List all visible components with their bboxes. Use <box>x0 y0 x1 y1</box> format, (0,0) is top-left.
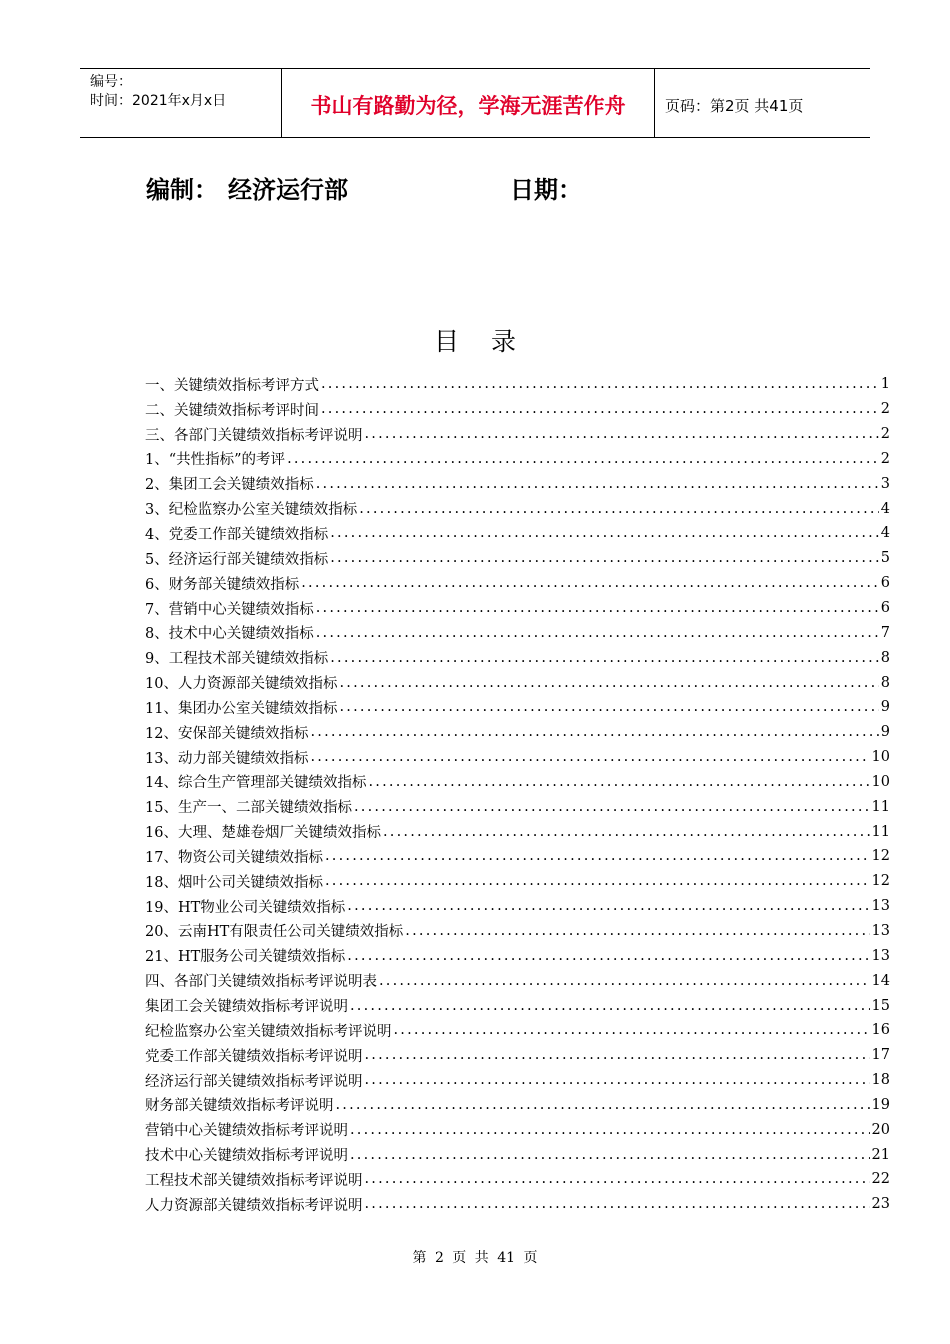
toc-entry-page: 19 <box>871 1096 890 1113</box>
toc-leader-dots <box>350 1122 870 1138</box>
toc-entry-page: 12 <box>871 848 890 865</box>
toc-entry[interactable] <box>145 372 890 397</box>
toc-entry-title: 10、人力资源部关键绩效指标 <box>145 676 338 693</box>
toc-leader-dots <box>347 898 869 914</box>
toc-entry-title: 5、经济运行部关键绩效指标 <box>145 551 329 568</box>
toc-entry-title: 15、生产一、二部关键绩效指标 <box>145 800 352 817</box>
toc-entry-page: 6 <box>880 575 890 592</box>
toc-entry-title: 14、综合生产管理部关键绩效指标 <box>145 775 367 792</box>
toc-leader-dots <box>310 724 878 740</box>
toc-entry[interactable] <box>145 869 890 894</box>
toc-leader-dots <box>301 575 879 591</box>
toc-leader-dots <box>365 1047 870 1063</box>
toc-entry-page: 16 <box>871 1022 890 1039</box>
toc-entry[interactable] <box>145 695 890 720</box>
toc-leader-dots <box>368 774 869 790</box>
toc-entry[interactable] <box>145 471 890 496</box>
toc-entry-page: 23 <box>871 1196 890 1213</box>
toc-entry-page: 20 <box>871 1121 890 1138</box>
toc-entry-page: 8 <box>880 649 890 666</box>
toc-entry[interactable] <box>145 447 890 472</box>
toc-entry-title: 人力资源部关键绩效指标考评说明 <box>145 1197 363 1214</box>
toc-leader-dots <box>354 799 870 815</box>
toc-entry-page: 11 <box>871 798 890 815</box>
toc-entry-page: 2 <box>880 401 890 418</box>
toc-entry[interactable] <box>145 943 890 968</box>
toc-entry[interactable] <box>145 521 890 546</box>
toc-title: 目录 <box>433 327 548 356</box>
toc-entry-page: 4 <box>880 500 890 517</box>
toc-entry[interactable] <box>145 1068 890 1093</box>
toc-entry[interactable] <box>145 894 890 919</box>
toc-entry-title: 7、营销中心关键绩效指标 <box>145 601 314 618</box>
toc-entry-page: 9 <box>880 724 890 741</box>
toc-entry-page: 12 <box>871 873 890 890</box>
compile-line <box>146 170 582 205</box>
toc-entry-title: 集团工会关键绩效指标考评说明 <box>145 999 348 1016</box>
toc-entry-title: 13、动力部关键绩效指标 <box>145 750 309 767</box>
toc-entry-title: 营销中心关键绩效指标考评说明 <box>145 1123 348 1140</box>
toc-leader-dots <box>350 998 870 1014</box>
toc-leader-dots <box>310 749 869 765</box>
toc-entry-title: 三、各部门关键绩效指标考评说明 <box>145 427 363 444</box>
toc-entry-page: 11 <box>871 823 890 840</box>
toc-entry-page: 13 <box>871 947 890 964</box>
toc-entry-title: 18、烟叶公司关键绩效指标 <box>145 874 323 891</box>
toc-entry[interactable] <box>145 968 890 993</box>
toc-entry-title: 21、HT服务公司关键绩效指标 <box>145 949 346 966</box>
toc-leader-dots <box>330 525 879 541</box>
toc-entry-title: 二、关键绩效指标考评时间 <box>145 402 319 419</box>
toc-entry-title: 19、HT物业公司关键绩效指标 <box>145 899 346 916</box>
toc-leader-dots <box>383 824 870 840</box>
toc-leader-dots <box>347 948 869 964</box>
toc-entry-title: 4、党委工作部关键绩效指标 <box>145 526 329 543</box>
toc-entry[interactable] <box>145 546 890 571</box>
toc-entry-page: 17 <box>871 1047 890 1064</box>
toc-entry-page: 8 <box>880 674 890 691</box>
toc-entry-page: 14 <box>871 972 890 989</box>
toc-leader-dots <box>365 426 879 442</box>
toc-entry-page: 6 <box>880 600 890 617</box>
toc-entry[interactable] <box>145 1092 890 1117</box>
toc-leader-dots <box>316 476 879 492</box>
toc-entry-page: 13 <box>871 898 890 915</box>
toc-entry-page: 1 <box>880 376 890 393</box>
toc-leader-dots <box>325 848 870 864</box>
compile-dept: 经济运行部 <box>228 176 348 204</box>
toc-leader-dots <box>321 401 879 417</box>
toc-entry-title: 经济运行部关键绩效指标考评说明 <box>145 1073 363 1090</box>
toc-entry[interactable] <box>145 397 890 422</box>
toc-entry-title: 2、集团工会关键绩效指标 <box>145 477 314 494</box>
toc-entry[interactable] <box>145 794 890 819</box>
toc-entry[interactable] <box>145 770 890 795</box>
toc-leader-dots <box>350 1147 870 1163</box>
header-meta <box>80 69 282 137</box>
toc-entry-title: 一、关键绩效指标考评方式 <box>145 377 319 394</box>
page-header <box>80 68 870 138</box>
toc-leader-dots <box>365 1072 870 1088</box>
toc-leader-dots <box>287 451 879 467</box>
toc-entry-page: 2 <box>880 426 890 443</box>
time-label: 时间：2021年x月x日 <box>90 93 227 109</box>
toc-entry-title: 党委工作部关键绩效指标考评说明 <box>145 1048 363 1065</box>
toc-entry[interactable] <box>145 919 890 944</box>
toc-leader-dots <box>339 675 878 691</box>
toc-entry-page: 5 <box>880 550 890 567</box>
toc-entry[interactable] <box>145 1018 890 1043</box>
toc-leader-dots <box>339 699 878 715</box>
toc-entry[interactable] <box>145 620 890 645</box>
toc-entry[interactable] <box>145 1117 890 1142</box>
toc-entry-title: 11、集团办公室关键绩效指标 <box>145 700 338 717</box>
header-page-info: 页码：第2页 共41页 <box>665 96 804 115</box>
toc-entry[interactable] <box>145 596 890 621</box>
toc-entry[interactable] <box>145 993 890 1018</box>
toc-entry-page: 9 <box>880 699 890 716</box>
toc-leader-dots <box>365 1171 870 1187</box>
toc-entry-page: 21 <box>871 1146 890 1163</box>
toc-entry[interactable] <box>145 819 890 844</box>
toc-leader-dots <box>365 1196 870 1212</box>
toc-leader-dots <box>394 1022 870 1038</box>
toc-entry-title: 纪检监察办公室关键绩效指标考评说明 <box>145 1023 392 1040</box>
toc-leader-dots <box>321 376 879 392</box>
date-label: 日期： <box>510 176 582 204</box>
toc-entry-page: 2 <box>880 450 890 467</box>
header-motto: 书山有路勤为径，学海无涯苦作舟 <box>282 69 655 137</box>
toc-leader-dots <box>316 625 879 641</box>
page-footer: 第 2 页 共 41 页 <box>412 1250 538 1266</box>
toc-entry-title: 工程技术部关键绩效指标考评说明 <box>145 1172 363 1189</box>
toc-entry-title: 17、物资公司关键绩效指标 <box>145 849 323 866</box>
toc-entry-title: 9、工程技术部关键绩效指标 <box>145 651 329 668</box>
toc-entry-page: 22 <box>871 1171 890 1188</box>
toc-entry[interactable] <box>145 1142 890 1167</box>
toc-entry[interactable] <box>145 1192 890 1217</box>
toc-leader-dots <box>405 923 869 939</box>
compile-label: 编制： <box>146 176 218 204</box>
toc-leader-dots <box>330 550 879 566</box>
toc-entry[interactable] <box>145 720 890 745</box>
toc-entry-page: 15 <box>871 997 890 1014</box>
toc-entry[interactable] <box>145 670 890 695</box>
toc-entry-title: 20、云南HT有限责任公司关键绩效指标 <box>145 924 404 941</box>
toc-entry-title: 财务部关键绩效指标考评说明 <box>145 1098 334 1115</box>
number-label: 编号： <box>90 74 132 90</box>
toc-entry-title: 16、大理、楚雄卷烟厂关键绩效指标 <box>145 825 381 842</box>
toc-leader-dots <box>325 873 870 889</box>
toc-entry-page: 18 <box>871 1072 890 1089</box>
toc-entry-title: 1、“共性指标”的考评 <box>145 452 286 469</box>
toc-entry-page: 13 <box>871 922 890 939</box>
toc-leader-dots <box>336 1097 870 1113</box>
toc-entry[interactable] <box>145 496 890 521</box>
toc-entry[interactable] <box>145 745 890 770</box>
toc-leader-dots <box>359 501 879 517</box>
toc-entry[interactable] <box>145 422 890 447</box>
toc-entry-page: 10 <box>871 749 890 766</box>
toc-entry[interactable] <box>145 645 890 670</box>
toc-entry-title: 技术中心关键绩效指标考评说明 <box>145 1148 348 1165</box>
toc-entry-title: 四、各部门关键绩效指标考评说明表 <box>145 974 377 991</box>
toc-leader-dots <box>379 973 870 989</box>
toc-entry-title: 8、技术中心关键绩效指标 <box>145 626 314 643</box>
toc-leader-dots <box>330 650 879 666</box>
toc-entry-title: 3、纪检监察办公室关键绩效指标 <box>145 502 358 519</box>
toc-leader-dots <box>316 600 879 616</box>
toc-entry-page: 7 <box>880 624 890 641</box>
toc-entry-title: 12、安保部关键绩效指标 <box>145 725 309 742</box>
toc-entry-page: 10 <box>871 773 890 790</box>
toc-entry[interactable] <box>145 844 890 869</box>
toc-entry[interactable] <box>145 1167 890 1192</box>
toc-entry-title: 6、财务部关键绩效指标 <box>145 576 300 593</box>
table-of-contents <box>145 372 890 1217</box>
toc-entry[interactable] <box>145 1043 890 1068</box>
toc-entry[interactable] <box>145 571 890 596</box>
toc-entry-page: 3 <box>880 475 890 492</box>
toc-entry-page: 4 <box>880 525 890 542</box>
